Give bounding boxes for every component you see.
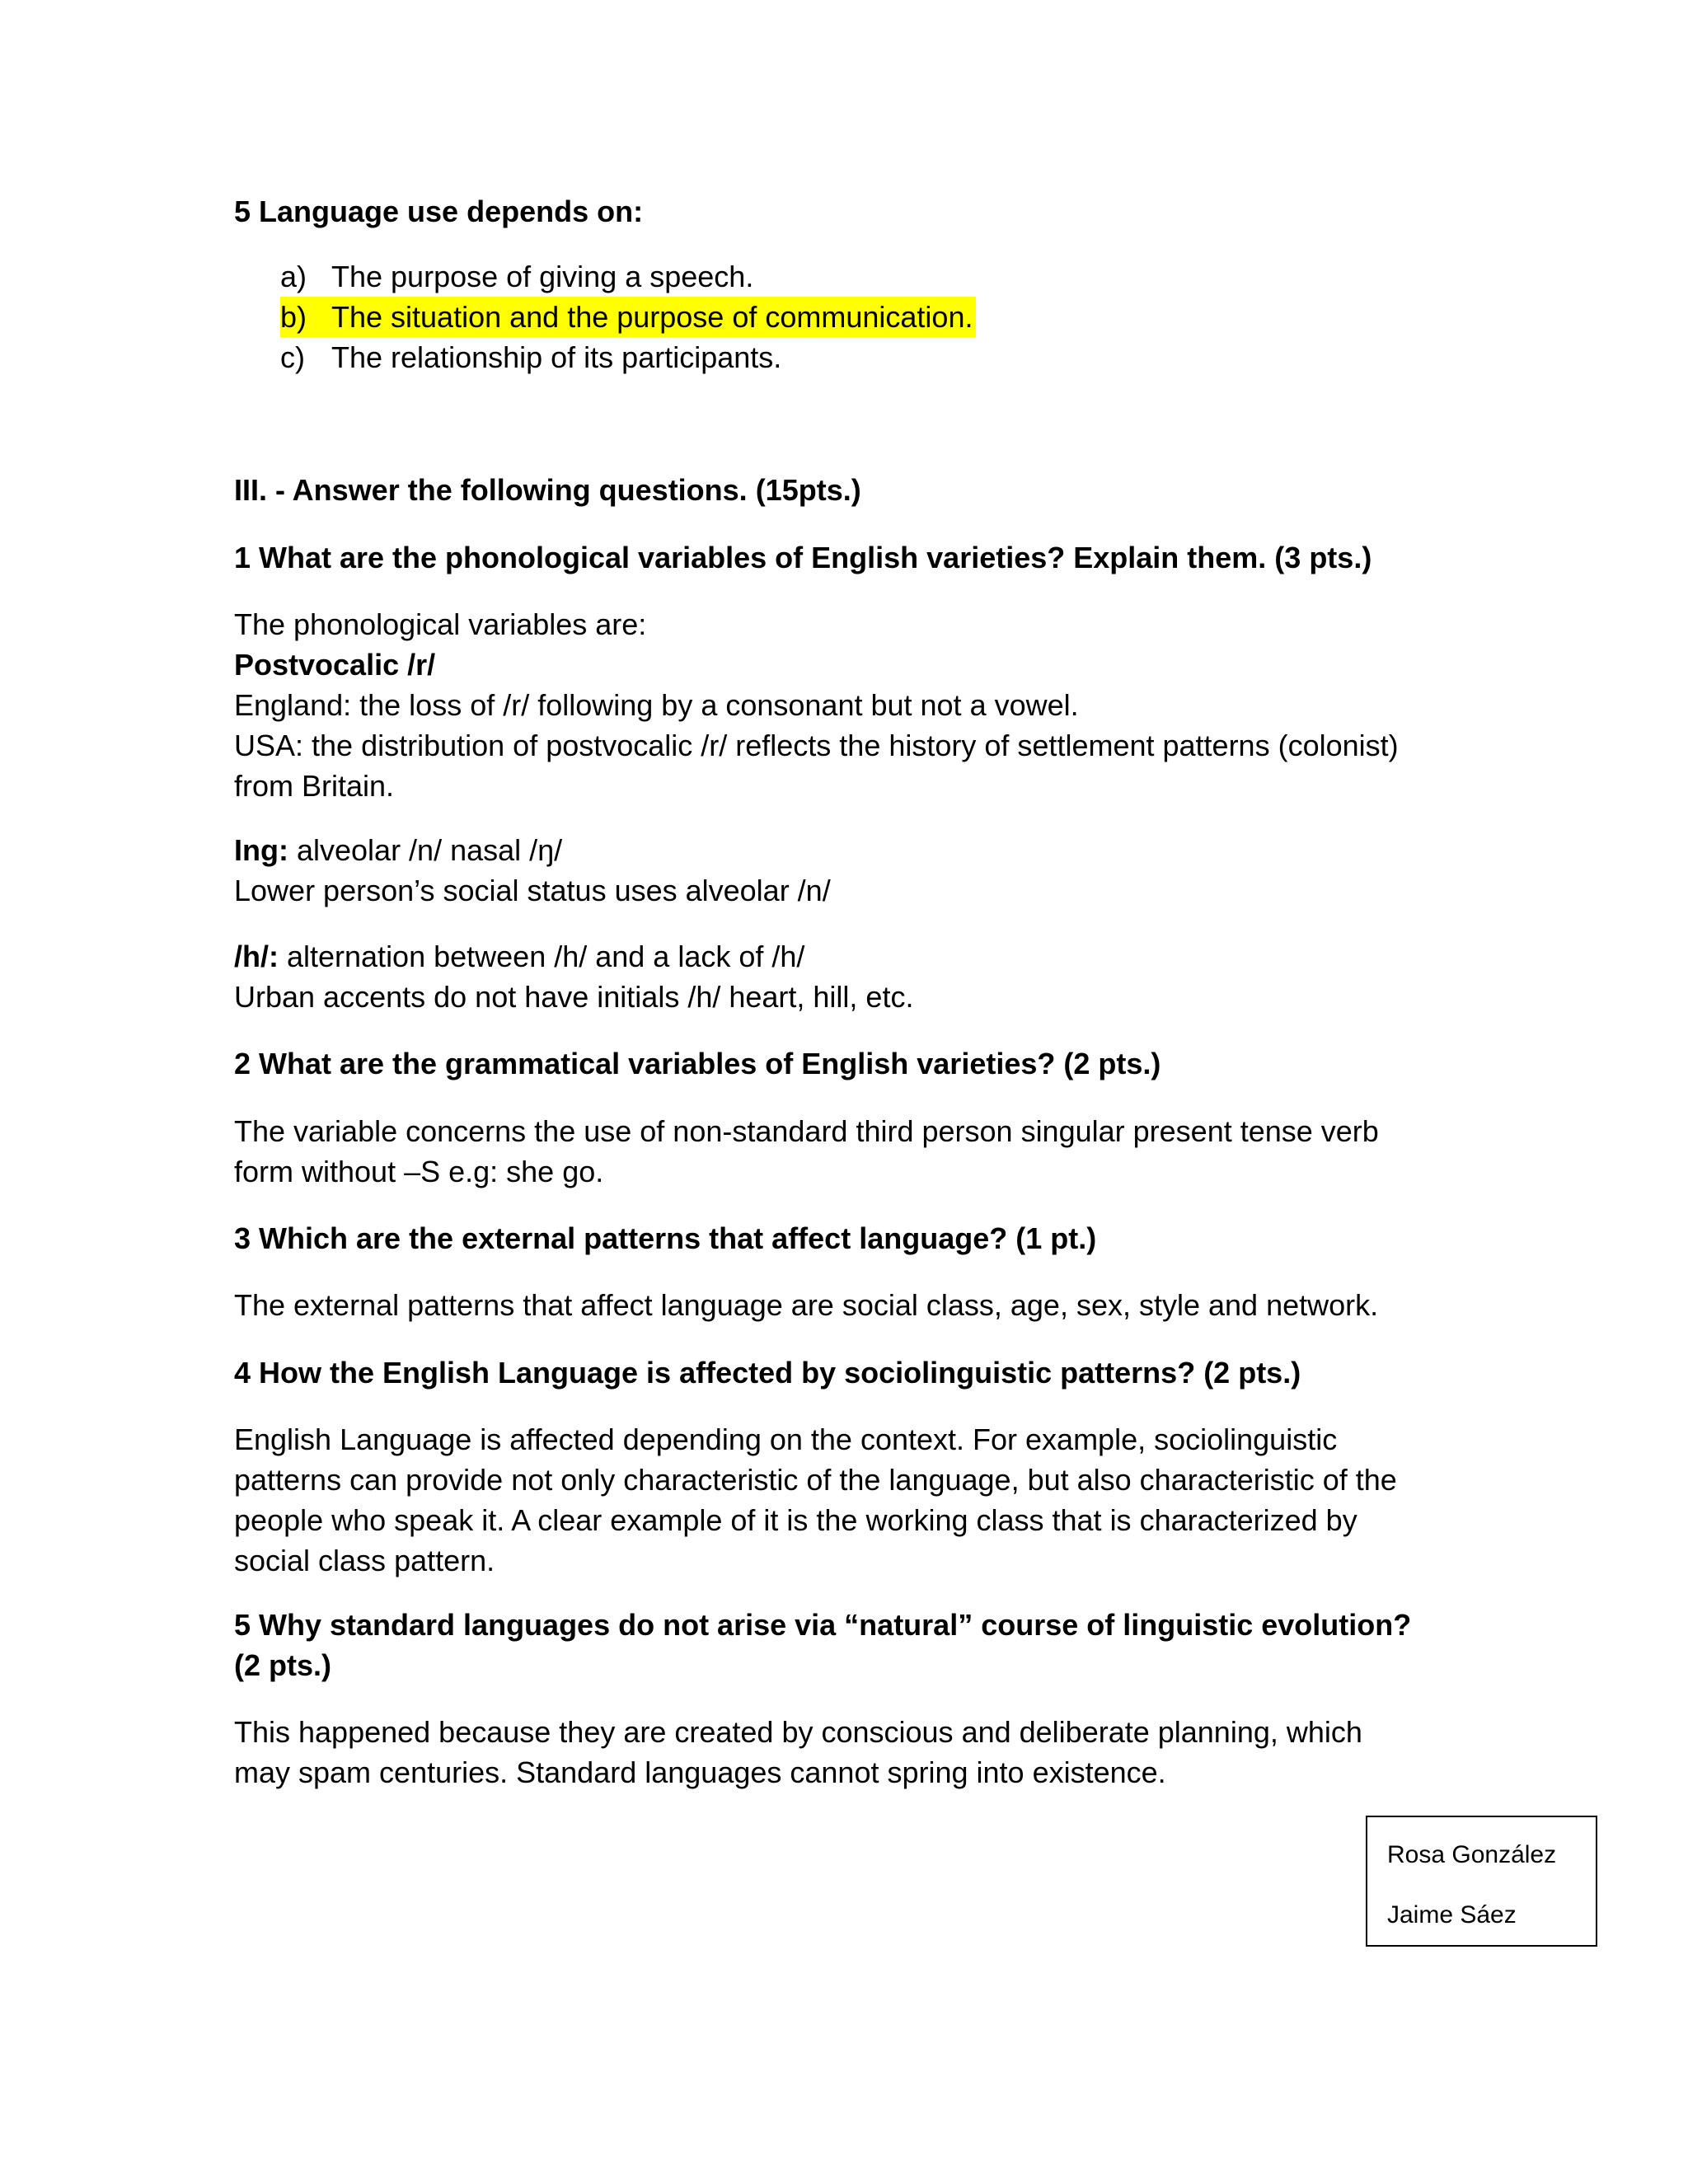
q5-answer: This happened because they are created by conscious and deliberate planning, which may spam centuries. Standard languages cannot spring into existence.	[234, 1715, 1362, 1789]
author-name: Rosa González	[1387, 1841, 1557, 1868]
q4-heading: 4 How the English Language is affected by sociolinguistic patterns? (2 pts.)	[234, 1356, 1301, 1390]
q1-ing-variable: Ing: alveolar /n/ nasal /ŋ/ Lower person’s social status uses alveolar /n/	[234, 833, 831, 907]
answer-highlight: b) The situation and the purpose of communication.	[280, 297, 976, 337]
q5-heading: 5 Why standard languages do not arise via “natural” course of linguistic evolution? (2 pts.)	[234, 1608, 1412, 1682]
mc-options-list	[280, 256, 1517, 377]
mc-option-a: a) The purpose of giving a speech.	[280, 260, 754, 293]
mc-option-b-selected	[280, 297, 1517, 337]
section-heading: III. - Answer the following questions. (15pts.)	[234, 473, 861, 507]
q1-heading: 1 What are the phonological variables of English varieties? Explain them. (3 pts.)	[234, 541, 1372, 574]
mc-option-c: c) The relationship of its participants.	[280, 340, 782, 374]
q1-answer: The phonological variables are: Postvocalic /r/ England: the loss of /r/ following by a consonant but not a vowel. USA: the distribution of postvocalic /r/ reflects the history of settlement patterns (colonist) from Britain.	[234, 604, 1470, 806]
q4-answer: English Language is affected depending on the context. For example, sociolinguistic patterns can provide not only characteristic of the language, but also characteristic of the people who speak it. A clear example of it is the working class that is characterized by social class pattern.	[234, 1422, 1397, 1577]
author-name: Jaime Sáez	[1387, 1901, 1517, 1929]
q2-answer: The variable concerns the use of non-standard third person singular present tense verb form without –S e.g: she go.	[234, 1114, 1379, 1188]
q3-heading: 3 Which are the external patterns that affect language? (1 pt.)	[234, 1221, 1097, 1255]
q2-heading: 2 What are the grammatical variables of English varieties? (2 pts.)	[234, 1047, 1161, 1080]
q3-answer: The external patterns that affect language are social class, age, sex, style and network.	[234, 1288, 1379, 1322]
q1-h-variable: /h/: alternation between /h/ and a lack of /h/ Urban accents do not have initials /h/ heart, hill, etc.	[234, 940, 914, 1014]
authors-box	[1366, 1816, 1597, 1947]
mc-question-heading: 5 Language use depends on:	[234, 194, 644, 228]
postvocalic-title: Postvocalic /r/	[234, 648, 436, 682]
